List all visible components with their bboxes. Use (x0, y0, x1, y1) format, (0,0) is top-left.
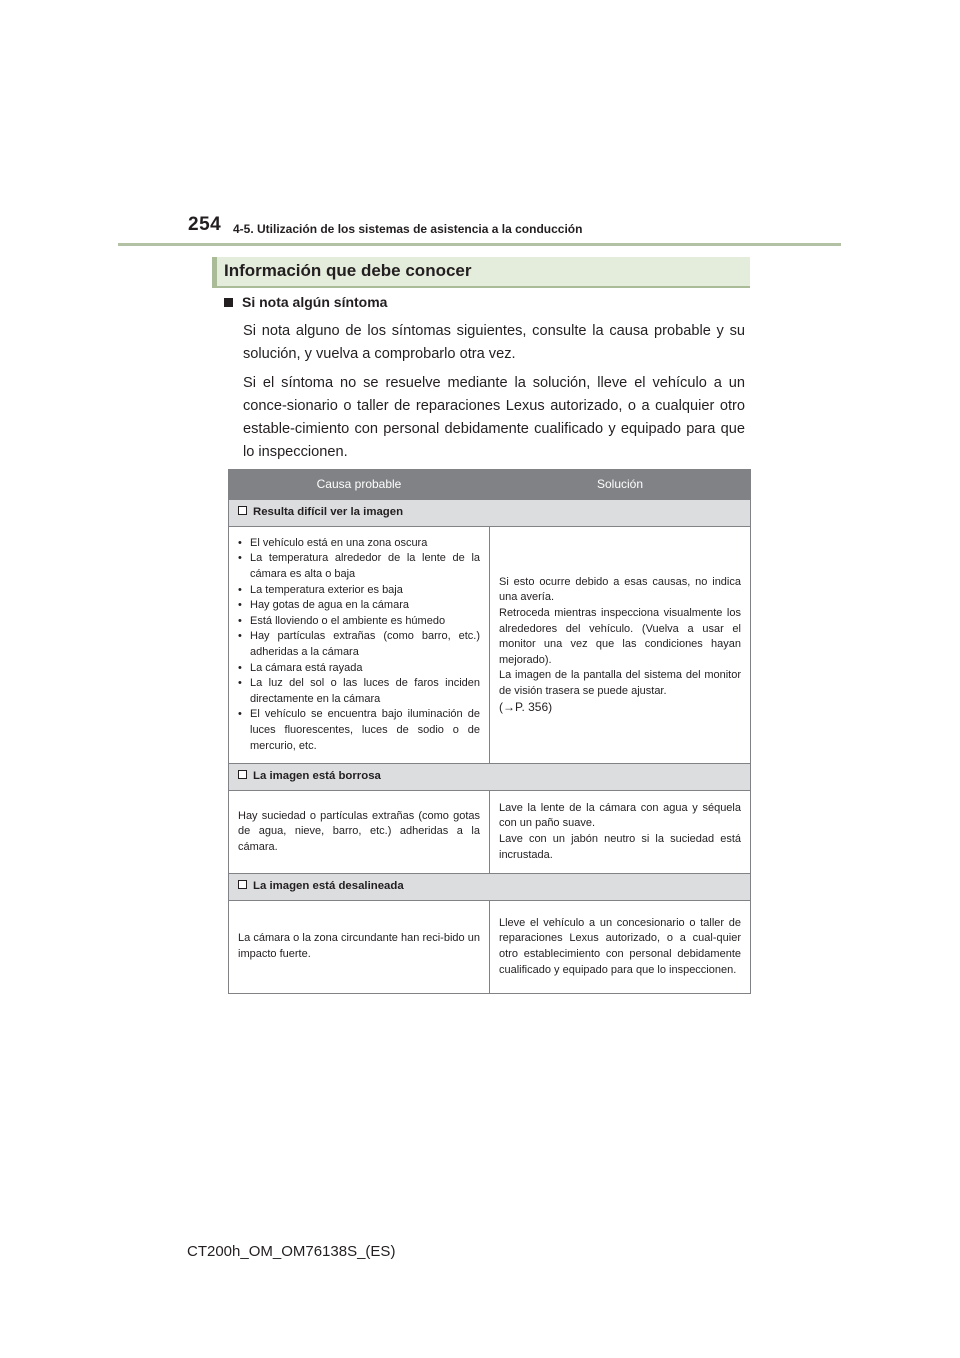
followup-paragraph: Si el síntoma no se resuelve mediante la solución, lleve el vehículo a un conce-sionario o taller de reparaciones Lexus autorizado, o a cualquier otro estable-cimiento con personal debidamente cualificado y equipado para que lo inspeccionen. (243, 375, 745, 460)
solution-line: Retroceda mientras inspecciona visualmente los alrededores del vehículo. (Vuelva a usar el monitor una vez que las condiciones hayan mejorado). (499, 607, 741, 666)
solution-cell (490, 527, 751, 764)
table-row (229, 901, 751, 994)
cause-cell (229, 527, 490, 764)
subsection-heading (224, 294, 387, 310)
symptom-label: La imagen está desalineada (253, 880, 404, 893)
page-number: 254 (188, 214, 222, 235)
symptom-row (229, 500, 751, 527)
chapter-title: 4-5. Utilización de los sistemas de asistencia a la conducción (233, 222, 583, 236)
cause-item: • Hay partículas extrañas (como barro, etc.) adheridas a la cámara (238, 629, 480, 660)
column-header-solution: Solución (490, 470, 751, 500)
solution-line: Lave con un jabón neutro si la suciedad está incrustada. (499, 833, 741, 861)
cause-item: • La luz del sol o las luces de faros inciden directamente en la cámara (238, 676, 480, 707)
symptom-label: La imagen está borrosa (253, 770, 381, 783)
checkbox-icon (238, 880, 247, 889)
solution-cell (490, 901, 751, 994)
table-row (229, 791, 751, 874)
symptom-row (229, 764, 751, 791)
solution-line: Lleve el vehículo a un concesionario o taller de reparaciones Lexus autorizado, o a cual-quier otro establecimiento con personal debidamente cualificado y equipado para que lo inspeccionen. (499, 916, 741, 976)
table-row (229, 527, 751, 764)
troubleshooting-table (228, 469, 751, 994)
checkbox-icon (238, 506, 247, 515)
symptom-label: Resulta difícil ver la imagen (253, 506, 404, 519)
symptom-cell (229, 874, 751, 901)
section-title: Información que debe conocer (224, 261, 472, 280)
solution-cell (490, 791, 751, 874)
cause-list (238, 536, 480, 754)
symptom-cell (229, 500, 751, 527)
cause-cell: La cámara o la zona circundante han reci-bido un impacto fuerte. (229, 901, 490, 994)
cause-item: • La cámara está rayada (238, 661, 480, 677)
square-bullet-icon (224, 298, 233, 307)
document-code: CT200h_OM_OM76138S_(ES) (187, 1243, 396, 1260)
table-header-row (229, 470, 751, 500)
column-header-cause: Causa probable (229, 470, 490, 500)
solution-line: Lave la lente de la cámara con agua y séquela con un paño suave. (499, 801, 741, 830)
symptom-cell (229, 764, 751, 791)
cause-item: • El vehículo se encuentra bajo iluminación de luces fluorescentes, luces de sodio o de mercurio, etc. (238, 707, 480, 754)
subsection-title: Si nota algún síntoma (242, 294, 388, 310)
solution-line: La imagen de la pantalla del sistema del monitor de visión trasera se puede ajustar. (499, 669, 741, 697)
cause-cell: Hay suciedad o partículas extrañas (como gotas de agua, nieve, barro, etc.) adheridas a la cámara. (229, 791, 490, 874)
page-reference-link[interactable]: (→P. 356) (499, 699, 553, 714)
symptom-row (229, 874, 751, 901)
checkbox-icon (238, 770, 247, 779)
cause-item: • La temperatura alrededor de la lente de la cámara es alta o baja (238, 551, 480, 582)
intro-paragraph: Si nota alguno de los síntomas siguientes, consulte la causa probable y su solución, y vuelva a comprobarlo otra vez. (243, 323, 745, 362)
section-heading-box (212, 257, 750, 288)
cause-item: • Está lloviendo o el ambiente es húmedo (238, 614, 480, 630)
cause-item: • Hay gotas de agua en la cámara (238, 598, 480, 614)
section-heading-accent (212, 257, 217, 286)
cause-item: • La temperatura exterior es baja (238, 583, 480, 599)
solution-line: Si esto ocurre debido a esas causas, no indica una avería. (499, 575, 741, 604)
header-divider (118, 243, 841, 246)
cause-item: • El vehículo está en una zona oscura (238, 536, 480, 552)
